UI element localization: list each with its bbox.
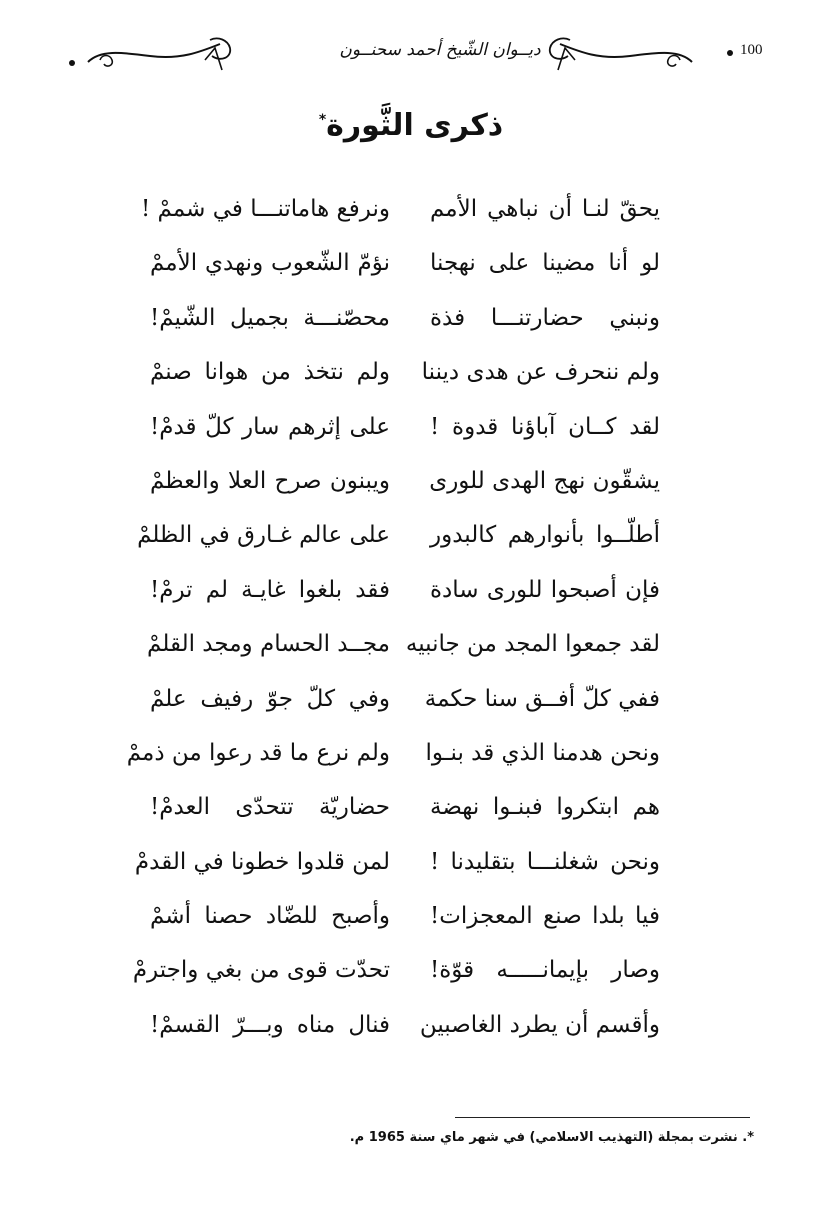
poem-title-text: ذكرى الثَّورة	[326, 108, 504, 143]
verse	[0, 619, 822, 673]
second-hemistich: مجــد الحسام ومجد القلمْ	[147, 631, 390, 658]
verse	[0, 456, 822, 510]
first-hemistich: فإن أصبحوا للورى سادة	[430, 576, 660, 603]
footnote-divider	[455, 1117, 750, 1118]
verse	[0, 402, 822, 456]
poem-title	[0, 108, 822, 143]
second-hemistich: ونرفع هاماتنـــا في شممْ !	[141, 196, 390, 222]
second-hemistich: ولم نتخذ من هوانا صنمْ	[150, 359, 390, 386]
second-hemistich: تحدّت قوى من بغي واجترمْ	[132, 957, 390, 984]
verse	[0, 674, 822, 728]
second-hemistich: على إثرهم سار كلّ قدمْ!	[150, 413, 390, 440]
first-hemistich: ونبني حضارتنـــا فذة	[430, 304, 660, 331]
second-hemistich: لمن قلدوا خطونا في القدمْ	[134, 848, 390, 875]
first-hemistich: لو أنا مضينا على نهجنا	[430, 250, 660, 277]
second-hemistich: ولم نرع ما قد رعوا من ذممْ	[126, 739, 390, 766]
left-bullet	[69, 60, 75, 66]
poem-verses	[0, 184, 822, 1054]
footnote-marker: *	[318, 112, 327, 128]
verse	[0, 184, 822, 238]
second-hemistich: محصّنـــة بجميل الشّيمْ!	[150, 304, 390, 331]
first-hemistich: ففي كلّ أفــق سنا حكمة	[424, 685, 660, 712]
first-hemistich: يحقّ لنـا أن نباهي الأمم	[430, 196, 660, 222]
second-hemistich: وأصبح للضّاد حصنا أشمْ	[150, 903, 390, 930]
verse	[0, 945, 822, 999]
page-number: 100	[740, 42, 763, 58]
verse	[0, 565, 822, 619]
second-hemistich: على عالم غـارق في الظلمْ	[137, 522, 390, 549]
first-hemistich: ونحن هدمنا الذي قد بنـوا	[425, 739, 660, 766]
first-hemistich: هم ابتكروا فبنـوا نهضة	[430, 794, 660, 821]
verse	[0, 1000, 822, 1054]
page-header	[40, 22, 800, 92]
second-hemistich: ويبنون صرح العلا والعظمْ	[150, 467, 390, 494]
first-hemistich: لقد كــان آباؤنا قدوة !	[430, 413, 660, 440]
footnote: *. نشرت بمجلة (التهذيب الاسلامي) في شهر ماي سنة 1965 م.	[349, 1130, 754, 1145]
book-title: ديــوان الشّيخ أحمد سحنــون	[339, 40, 541, 60]
first-hemistich: أطلّــوا بأنوارهم كالبدور	[430, 522, 660, 549]
second-hemistich: فنال مناه وبـــرّ القسمْ!	[150, 1011, 390, 1038]
second-hemistich: حضاريّة تتحدّى العدمْ!	[150, 794, 390, 821]
verse	[0, 837, 822, 891]
left-ornament-icon	[60, 30, 240, 80]
first-hemistich: وصار بإيمانـــــه قوّة!	[430, 957, 660, 984]
verse	[0, 293, 822, 347]
second-hemistich: فقد بلغوا غايـة لم ترمْ!	[150, 576, 390, 603]
verse	[0, 891, 822, 945]
second-hemistich: نؤمّ الشّعوب ونهدي الأممْ	[150, 250, 390, 277]
verse	[0, 782, 822, 836]
right-ornament-icon	[540, 30, 720, 80]
verse	[0, 347, 822, 401]
first-hemistich: وأقسم أن يطرد الغاصبين	[419, 1011, 660, 1038]
verse	[0, 238, 822, 292]
first-hemistich: ونحن شغلنـــا بتقليدنا !	[430, 848, 660, 875]
second-hemistich: وفي كلّ جوّ رفيف علمْ	[150, 685, 390, 712]
first-hemistich: ولم ننحرف عن هدى ديننا	[421, 359, 660, 386]
right-bullet	[727, 50, 733, 56]
verse	[0, 510, 822, 564]
first-hemistich: لقد جمعوا المجد من جانبيه	[405, 631, 660, 658]
verse	[0, 728, 822, 782]
first-hemistich: يشقّون نهج الهدى للورى	[429, 467, 660, 494]
first-hemistich: فيا بلدا صنع المعجزات!	[430, 903, 660, 930]
